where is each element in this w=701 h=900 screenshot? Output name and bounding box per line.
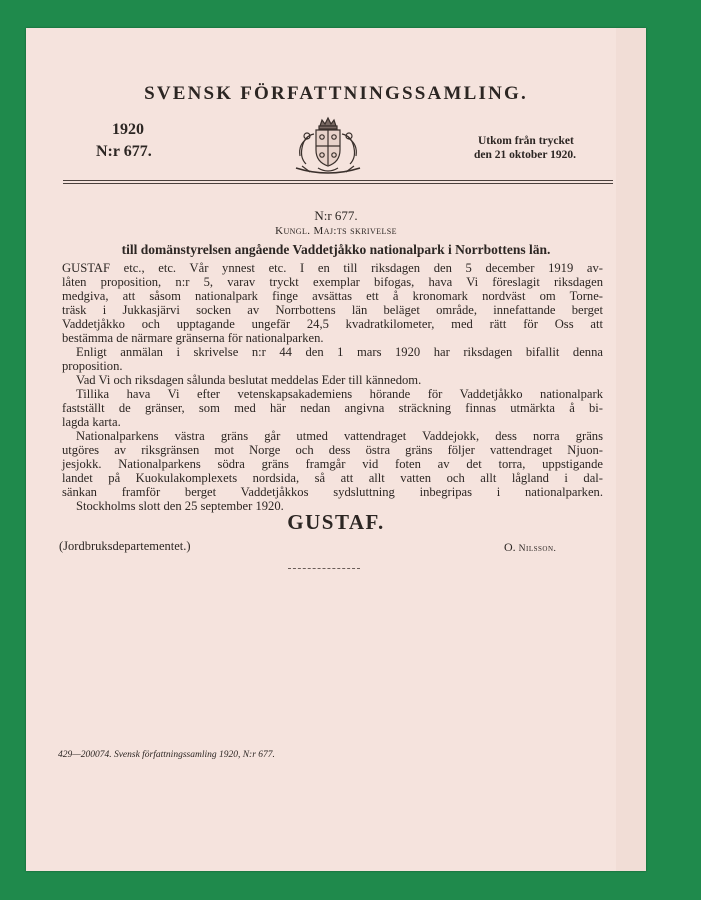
body-line: Enligt anmälan i skrivelse n:r 44 den 1 mars 1920 har riksdagen bifallit denna [76,345,603,359]
body-line: Vaddetjåkko och upptagande ungefär 24,5 kvadratkilometer, med rätt för Oss att [62,317,603,331]
issue-year: 1920 [112,121,144,138]
issue-number: N:r 677. [96,143,152,160]
body-line: jesjokk. Nationalparkens södra gräns framgår vid foten av det torra, uppstigande [62,457,603,471]
body-line: Stockholms slott den 25 september 1920. [76,499,284,513]
masthead-title: SVENSK FÖRFATTNINGSSAMLING. [144,83,528,104]
body-line: Vad Vi och riksdagen sålunda beslutat meddelas Eder till kännedom. [76,373,422,387]
header-rule-top [63,180,613,181]
minister-initial: O. [504,540,519,554]
minister-name: Nilsson. [518,544,557,554]
published-line-1: Utkom från trycket [478,135,574,147]
body-line: sänkan framför berget Vaddetjåkkos sydsluttning inbegripas i nationalparken. [62,485,603,499]
published-line-2: den 21 oktober 1920. [474,149,577,161]
printer-footer: 429—200074. Svensk författningssamling 1920, N:r 677. [58,750,275,760]
body-line: medgiva, att såsom nationalpark finge avsättas ett å kronomark nordväst om Torne- [62,289,603,303]
document-title: till domänstyrelsen angående Vaddetjåkko nationalpark i Norrbottens län. [121,242,551,257]
body-line: GUSTAF etc., etc. Vår ynnest etc. I en till riksdagen den 5 december 1919 av- [62,261,603,275]
body-line: låten proposition, n:r 5, varav tryckt exemplar bifogas, hava Vi föreslagit riksdagen [62,275,603,289]
body-line: fastställt de gränser, som med här nedan angivna sträckning finnas utmärkta å bi- [62,401,603,415]
body-line: bestämma de närmare gränserna för nationalparken. [62,331,324,345]
header-rule-bottom [63,183,613,184]
document-page [26,28,646,871]
document-number: N:r 677. [314,208,358,223]
body-line: träsk i Jukkasjärvi socken av Norrbottens län beläget område, innefattande berget [62,303,603,317]
closing-rule [288,568,360,569]
body-line: proposition. [62,359,123,373]
body-line: lagda karta. [62,415,121,429]
body-line: utgöres av riksgränsen mot Norge och dess östra gräns följer vattendraget Njuon- [62,443,603,457]
body-line: landet på Kuokulakomplexets nordsida, så att allt vatten och allt lågland i dal- [62,471,603,485]
document-type: Kungl. Maj:ts skrivelse [275,225,397,237]
royal-signature: GUSTAF. [287,510,385,534]
page-edge [616,28,646,871]
royal-coat-of-arms-icon [288,116,368,180]
department-name: (Jordbruksdepartementet.) [59,539,191,553]
minister-signature [504,540,556,555]
body-line: Tillika hava Vi efter vetenskapsakademiens hörande för Vaddetjåkko nationalpark [76,387,603,401]
body-line: Nationalparkens västra gräns går utmed vattendraget Vaddejokk, dess norra gräns [76,429,603,443]
